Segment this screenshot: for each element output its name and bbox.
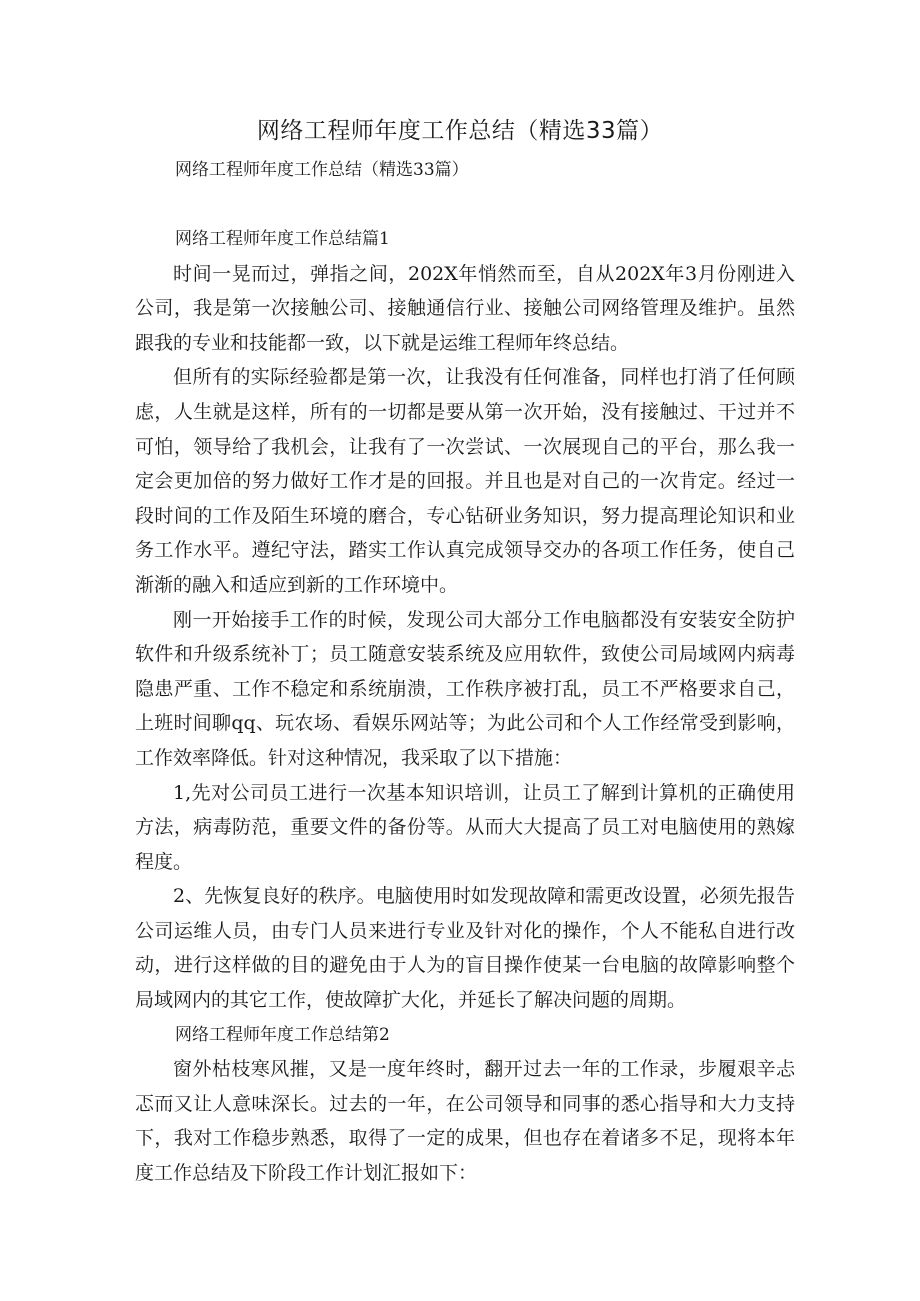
body-paragraph: 时间一晃而过，弹指之间，202X年悄然而至，自从202X年3月份刚进入公司，我是第一次接触公司、接触通信行业、接触公司网络管理及维护。虽然跟我的专业和技能都一致，以下就是运维工程师年终总结。 — [135, 262, 795, 354]
document-subtitle: 网络工程师年度工作总结（精选33篇） — [175, 160, 469, 180]
body-paragraph: 窗外枯枝寒风摧，又是一度年终时，翻开过去一年的工作录，步履艰辛忐忑而又让人意味深长。过去的一年，在公司领导和同事的悉心指导和大力支持下，我对工作稳步熟悉，取得了一定的成果，但也存在着诸多不足，现将本年度工作总结及下阶段工作计划汇报如下： — [135, 1058, 795, 1185]
document-body — [135, 222, 795, 1191]
body-paragraph: 2、先恢复良好的秩序。电脑使用时如发现故障和需更改设置，必须先报告公司运维人员，由专门人员来进行专业及针对化的操作，个人不能私自进行改动，进行这样做的目的避免由于人为的盲目操作使某一台电脑的故障影响整个局域网内的其它工作，使故障扩大化，并延长了解决问题的周期。 — [135, 885, 795, 1012]
body-paragraph: 1,先对公司员工进行一次基本知识培训，让员工了解到计算机的正确使用方法，病毒防范，重要文件的备份等。从而大大提高了员工对电脑使用的熟嫁程度。 — [135, 781, 795, 873]
section-heading: 网络工程师年度工作总结第2 — [175, 1024, 390, 1045]
body-paragraph: 刚一开始接手工作的时候，发现公司大部分工作电脑都没有安装安全防护软件和升级系统补丁；员工随意安装系统及应用软件，致使公司局域网内病毒隐患严重、工作不稳定和系统崩溃，工作秩序被打乱，员工不严格要求自己，上班时间聊qq、玩农场、看娱乐网站等；为此公司和个人工作经常受到影响，工作效率降低。针对这种情况，我采取了以下措施： — [135, 608, 795, 769]
body-paragraph: 但所有的实际经验都是第一次，让我没有任何准备，同样也打消了任何顾虑，人生就是这样，所有的一切都是要从第一次开始，没有接触过、干过并不可怕，领导给了我机会，让我有了一次尝试、一次展现自己的平台，那么我一定会更加倍的努力做好工作才是的回报。并且也是对自己的一次肯定。经过一段时间的工作及陌生环境的磨合，专心钻研业务知识，努力提高理论知识和业务工作水平。遵纪守法，踏实工作认真完成领导交办的各项工作任务，使自己渐渐的融入和适应到新的工作环境中。 — [135, 366, 795, 596]
section-heading: 网络工程师年度工作总结篇1 — [175, 229, 390, 249]
document-title: 网络工程师年度工作总结（精选33篇） — [256, 118, 664, 144]
